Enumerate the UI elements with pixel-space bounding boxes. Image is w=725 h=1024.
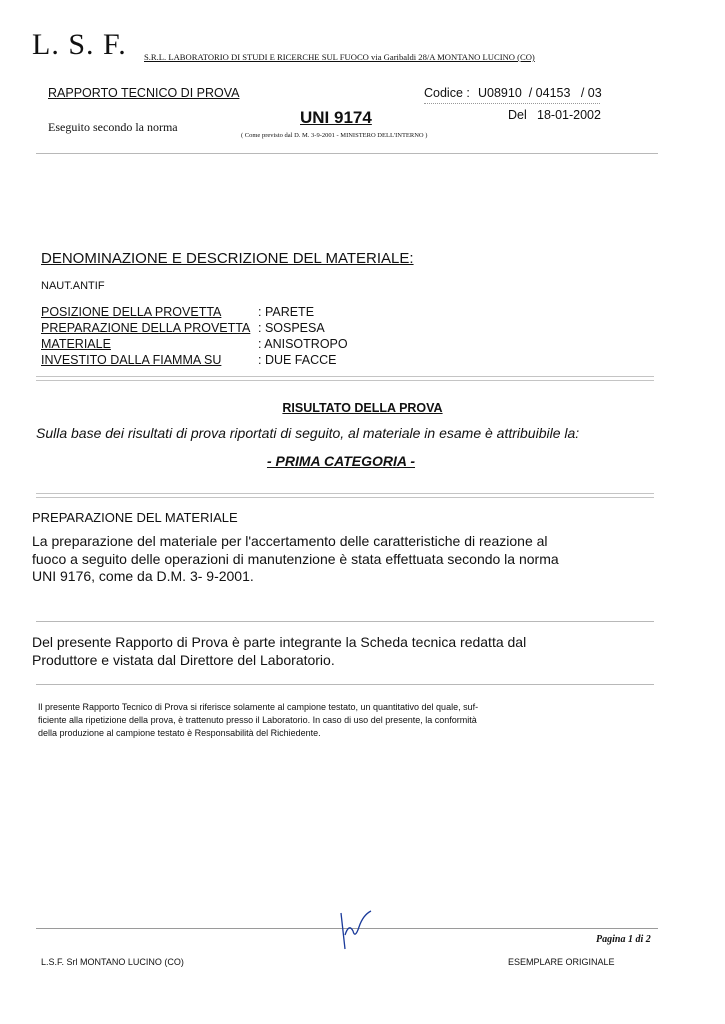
company-line: S.R.L. LABORATORIO DI STUDI E RICERCHE SUL FUOCO via Garibaldi 28/A MONTANO LUCINO (CO) [144, 52, 535, 62]
row-value: : SOSPESA [258, 321, 325, 335]
preparation-text [32, 533, 559, 586]
scheda-line: Produttore e vistata dal Direttore del Laboratorio. [32, 652, 335, 668]
disclaimer-line: Il presente Rapporto Tecnico di Prova si riferisce solamente al campione testato, un quantitativo del quale, suf- [38, 702, 479, 712]
section-divider [36, 493, 654, 498]
row-label: POSIZIONE DELLA PROVETTA [41, 305, 222, 319]
scheda-text [32, 633, 526, 669]
result-text: Sulla base dei risultati di prova riportati di seguito, al materiale in esame è attribuibile la: [36, 425, 580, 441]
scheda-line: Del presente Rapporto di Prova è parte integrante la Scheda tecnica redatta dal [32, 634, 527, 650]
row-label: INVESTITO DALLA FIAMMA SU [41, 353, 222, 367]
logo: L. S. F. [32, 28, 127, 61]
material-name: NAUT.ANTIF [41, 280, 105, 292]
disclaimer-line: ficiente alla ripetizione della prova, è trattenuto presso il Laboratorio. In caso di uso del presente, la conformità [38, 715, 477, 725]
preparation-heading: PREPARAZIONE DEL MATERIALE [32, 510, 238, 525]
result-category: - PRIMA CATEGORIA - [266, 453, 416, 469]
preparation-line: fuoco a seguito delle operazioni di manutenzione è stata effettuata secondo la norma [32, 550, 559, 567]
report-label: RAPPORTO TECNICO DI PROVA [48, 86, 240, 100]
row-value: : ANISOTROPO [258, 337, 348, 351]
section-divider [36, 376, 654, 381]
date-label: Del [508, 108, 527, 122]
footer-copy: ESEMPLARE ORIGINALE [508, 957, 615, 967]
row-label: MATERIALE [41, 337, 111, 351]
header-divider [36, 153, 658, 154]
signature [335, 905, 375, 955]
preparation-line: UNI 9176, come da D.M. 3- 9-2001. [32, 568, 254, 584]
code-value: U08910 / 04153 / 03 [478, 86, 602, 100]
date-value: 18-01-2002 [537, 108, 601, 122]
preparation-line: La preparazione del materiale per l'accertamento delle caratteristiche di reazione al [32, 533, 548, 549]
row-value: : DUE FACCE [258, 353, 337, 367]
disclaimer-text [38, 701, 478, 740]
page-number: Pagina 1 di 2 [596, 934, 651, 945]
code-label: Codice : [424, 86, 470, 100]
footer-company: L.S.F. Srl MONTANO LUCINO (CO) [41, 957, 184, 967]
section-divider [36, 621, 654, 622]
disclaimer-line: della produzione al campione testato è Responsabilità del Richiedente. [38, 728, 321, 738]
row-label: PREPARAZIONE DELLA PROVETTA [41, 321, 251, 335]
norm-title: UNI 9174 [300, 108, 372, 127]
material-heading: DENOMINAZIONE E DESCRIZIONE DEL MATERIALE: [41, 250, 414, 267]
executed-label: Eseguito secondo la norma [48, 120, 178, 134]
row-value: : PARETE [258, 305, 315, 319]
result-heading: RISULTATO DELLA PROVA [282, 401, 443, 415]
norm-note: ( Come previsto dal D. M. 3-9-2001 - MINISTERO DELL'INTERNO ) [241, 132, 428, 139]
section-divider [36, 684, 654, 685]
